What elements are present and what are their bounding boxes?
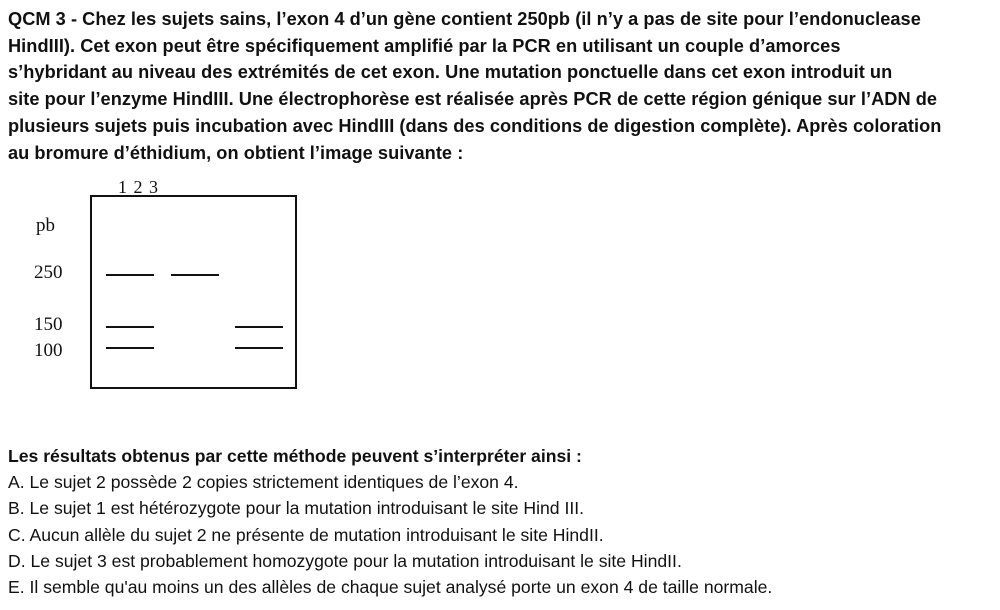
gel-frame [90, 195, 297, 389]
question-line: au bromure d’éthidium, on obtient l’image suivante : [8, 142, 464, 163]
unit-label: pb [36, 215, 55, 236]
band-lane-3-150 [235, 326, 283, 328]
question-line: plusieurs sujets puis incubation avec HindIII (dans des conditions de digestion complète). Après coloration [8, 115, 942, 136]
option-b: B. Le sujet 1 est hétérozygote pour la mutation introduisant le site Hind III. [8, 498, 585, 519]
question-line: HindIII). Cet exon peut être spécifiquement amplifié par la PCR en utilisant un couple d’amorces [8, 35, 841, 56]
band-lane-2-250 [171, 274, 219, 276]
question-line: QCM 3 - Chez les sujets sains, l’exon 4 d’un gène contient 250pb (il n’y a pas de site pour l’endonuclease [8, 9, 921, 29]
answers [8, 443, 993, 600]
option-e: E. Il semble qu'au moins un des allèles de chaque sujet analysé porte un exon 4 de taille normale. [8, 577, 773, 598]
question-line: s’hybridant au niveau des extrémités de cet exon. Une mutation ponctuelle dans cet exon introduit un [8, 62, 893, 83]
option-c: C. Aucun allèle du sujet 2 ne présente de mutation introduisant le site HindII. [8, 524, 604, 545]
option-a: A. Le sujet 2 possède 2 copies strictement identiques de l’exon 4. [8, 472, 519, 493]
question-line: site pour l’enzyme HindIII. Une électrophorèse est réalisée après PCR de cette région génique sur l’ADN de [8, 89, 938, 110]
option-d: D. Le sujet 3 est probablement homozygote pour la mutation introduisant le site HindII. [8, 550, 682, 571]
band-lane-1-150 [106, 326, 154, 328]
marker-label-250: 250 [34, 262, 63, 283]
band-lane-1-100 [106, 347, 154, 349]
band-lane-3-100 [235, 347, 283, 349]
marker-label-150: 150 [34, 314, 63, 335]
question-text [8, 6, 993, 166]
answers-heading: Les résultats obtenus par cette méthode peuvent s’interpréter ainsi : [8, 446, 582, 466]
lane-labels: 1 2 3 [118, 177, 159, 197]
band-lane-1-250 [106, 274, 154, 276]
marker-label-100: 100 [34, 340, 63, 361]
